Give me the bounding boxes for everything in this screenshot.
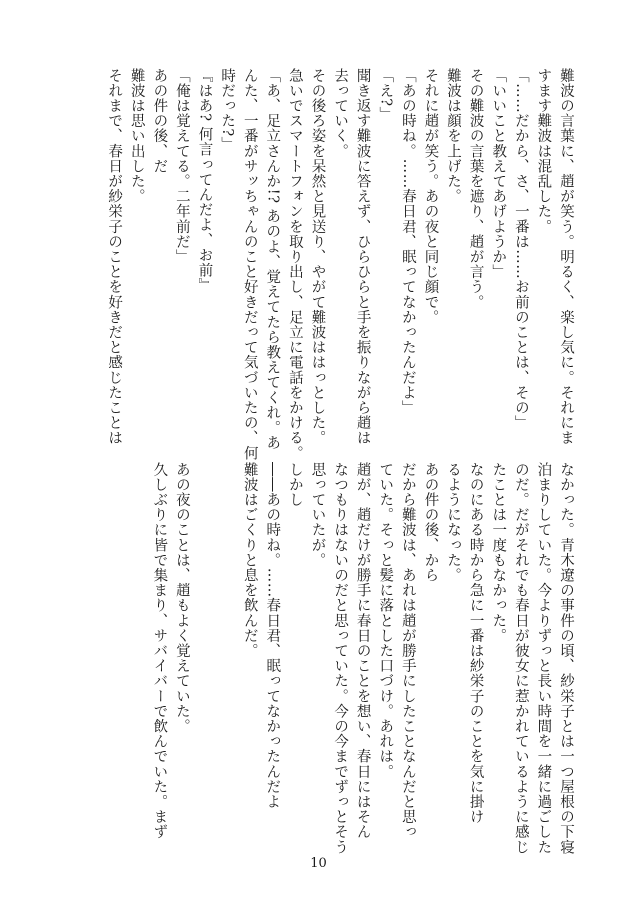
- text-line: 久しぶりに皆で集まり、サバイバーで飲んでいた。まず: [151, 462, 168, 840]
- text-line: たことは一度もなかった。: [490, 462, 507, 644]
- text-line: あの夜のことは、趙もよく覚えていた。: [173, 462, 190, 734]
- text-line: 趙が、趙だけが勝手に春日のことを想い、春日にはそん: [354, 462, 371, 840]
- text-line: しかし: [286, 462, 303, 508]
- text-line: 泊まりしていた。今よりずっと長い時間を一緒に過ごした: [535, 462, 552, 855]
- text-line: のだ。だがそれでも春日が彼女に惹かれているように感じ: [512, 462, 529, 855]
- text-line: 『はあ? 何言ってんだよ、お前』: [196, 68, 213, 293]
- text-line: 急いでスマートフォンを取り出し、足立に電話をかける。: [286, 68, 303, 461]
- text-line: るようになった。: [445, 462, 462, 583]
- text-line: 「俺は覚えてる。二年前だ」: [173, 68, 190, 265]
- text-line: 「……だから、さ、一番は……お前のことは、その」: [512, 68, 529, 431]
- text-line: それまで、春日が紗栄子のことを好きだと感じたことは: [106, 68, 123, 446]
- text-line: その難波の言葉を遮り、趙が言う。: [467, 68, 484, 310]
- text-line: なかった。青木遼の事件の頃、紗栄子とは一つ屋根の下寝: [558, 462, 574, 855]
- text-line: だから難波は、あれは趙が勝手にしたことなんだと思っ: [399, 462, 416, 840]
- text-line: なつもりはないのだと思っていた。今の今までずっとそう: [332, 462, 349, 855]
- text-line: すます難波は混乱した。: [535, 68, 552, 235]
- text-line: ていた。そっと髪に落とした口づけ。あれは。: [377, 462, 394, 780]
- text-line: んた、一番がサッちゃんのこと好きだって気づいたの、何: [241, 68, 258, 461]
- text-line: 「あ、足立さんか!? あのよ、覚えてたら教えてくれ。あ: [264, 68, 281, 451]
- text-line: ――あの時ね。……春日君、眠ってなかったんだよ: [264, 462, 281, 810]
- text-line: 思っていたが。: [309, 462, 326, 568]
- text-line: あの件の後、だ: [151, 68, 168, 174]
- text-line: 難波はごくりと息を飲んだ。: [241, 462, 258, 659]
- upper-text-block: [103, 68, 577, 461]
- text-line: 「あの時ね。……春日君、眠ってなかったんだよ」: [399, 68, 416, 416]
- text-line: なのにある時から急に一番は紗栄子のことを気に掛け: [467, 462, 484, 825]
- text-line: 去っていく。: [332, 68, 349, 159]
- lower-text-block: [148, 462, 577, 855]
- text-line: 難波の言葉に、趙が笑う。明るく、楽し気に。それにま: [558, 68, 574, 446]
- text-line: 「え?」: [377, 68, 394, 122]
- text-line: 難波は顔を上げた。: [445, 68, 462, 204]
- text-line: 難波は思い出した。: [128, 68, 145, 204]
- text-line: 時だった?」: [219, 68, 236, 152]
- blank-line: [193, 462, 216, 842]
- text-line: あの件の後、から: [422, 462, 439, 583]
- text-line: 「いいこと教えてあげようか」: [490, 68, 507, 280]
- page-number: 10: [310, 856, 327, 871]
- text-line: その後ろ姿を呆然と見送り、やがて難波ははっとした。: [309, 68, 326, 446]
- text-line: 聞き返す難波に答えず、ひらひらと手を振りながら趙は: [354, 68, 371, 446]
- blank-line: [216, 462, 239, 842]
- text-line: それに趙が笑う。あの夜と同じ顔で。: [422, 68, 439, 325]
